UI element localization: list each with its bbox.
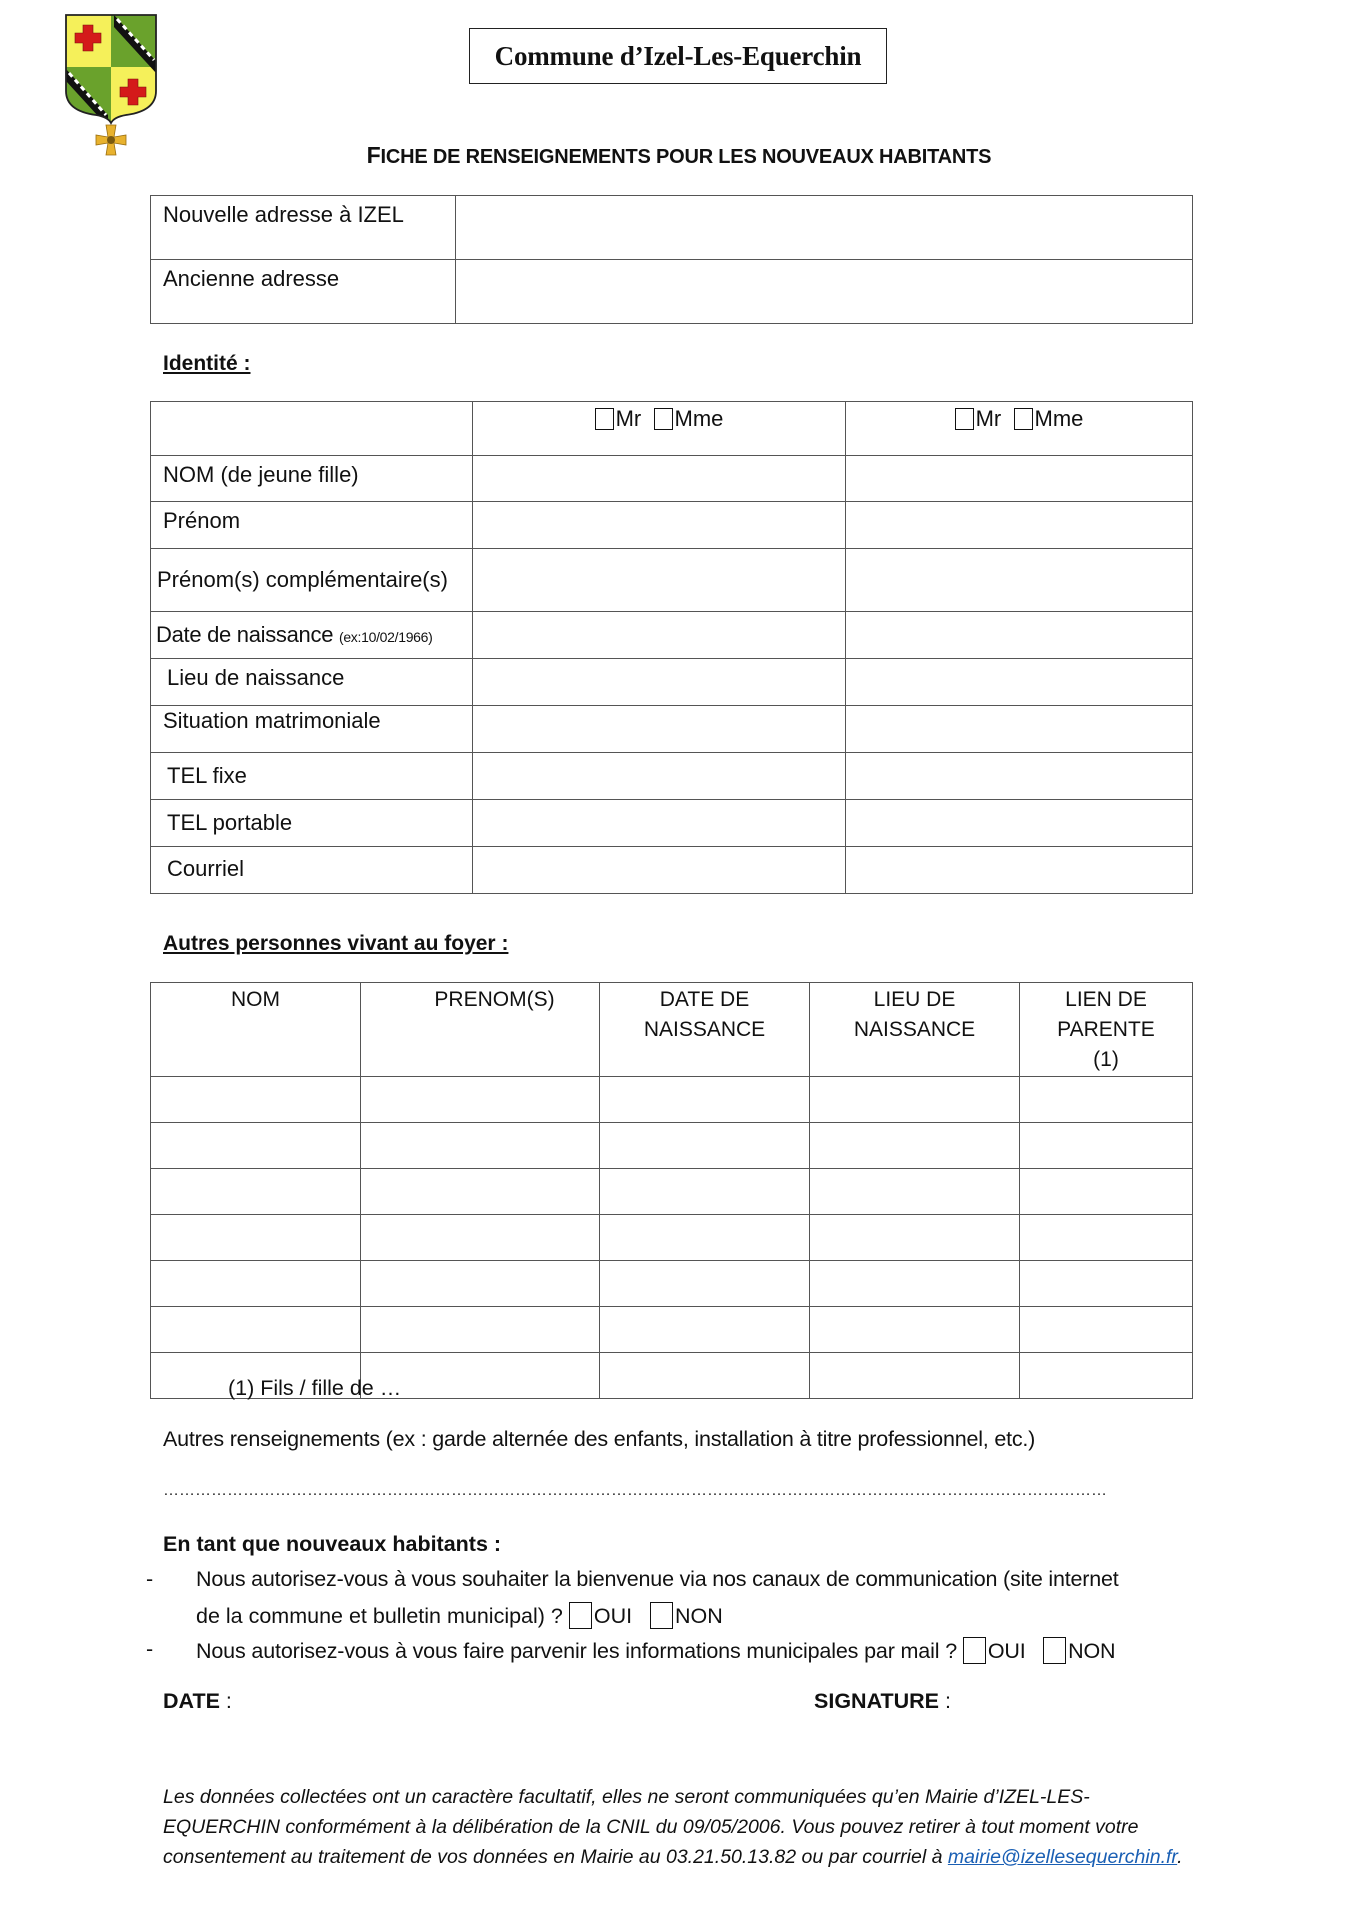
cell[interactable] bbox=[600, 1307, 810, 1353]
lieu-naissance-label: Lieu de naissance bbox=[151, 659, 473, 706]
cell[interactable] bbox=[600, 1261, 810, 1307]
cell[interactable] bbox=[600, 1077, 810, 1123]
table-row bbox=[151, 456, 1193, 502]
date-format-hint: (ex:10/02/1966) bbox=[338, 629, 433, 645]
empty-header-cell bbox=[151, 402, 473, 456]
tel-fixe-field-person2[interactable] bbox=[846, 753, 1193, 800]
cell[interactable] bbox=[361, 1123, 600, 1169]
cell[interactable] bbox=[1020, 1215, 1193, 1261]
cell[interactable] bbox=[1020, 1261, 1193, 1307]
cell[interactable] bbox=[151, 1215, 361, 1261]
cell[interactable] bbox=[810, 1353, 1020, 1399]
courriel-field-person2[interactable] bbox=[846, 847, 1193, 894]
consent-heading: En tant que nouveaux habitants : bbox=[163, 1532, 502, 1556]
new-address-label: Nouvelle adresse à IZEL bbox=[151, 196, 456, 260]
tel-fixe-field-person1[interactable] bbox=[473, 753, 846, 800]
cell[interactable] bbox=[151, 1169, 361, 1215]
cell[interactable] bbox=[600, 1123, 810, 1169]
table-row bbox=[151, 1077, 1193, 1123]
cell[interactable] bbox=[1020, 1123, 1193, 1169]
bullet: - bbox=[146, 1637, 154, 1661]
table-row bbox=[151, 196, 1193, 260]
courriel-field-person1[interactable] bbox=[473, 847, 846, 894]
prenoms-complementaires-label: Prénom(s) complémentaire(s) bbox=[151, 549, 473, 612]
tel-fixe-label: TEL fixe bbox=[151, 753, 473, 800]
table-row bbox=[151, 1307, 1193, 1353]
cell[interactable] bbox=[810, 1077, 1020, 1123]
table-row bbox=[151, 402, 1193, 456]
cell[interactable] bbox=[1020, 1307, 1193, 1353]
commune-name: Commune d’Izel-Les-Equerchin bbox=[494, 40, 862, 71]
cell[interactable] bbox=[1020, 1169, 1193, 1215]
address-table bbox=[150, 195, 1193, 324]
cell[interactable] bbox=[361, 1307, 600, 1353]
situation-label: Situation matrimoniale bbox=[151, 706, 473, 753]
table-row bbox=[151, 847, 1193, 894]
courriel-label: Courriel bbox=[151, 847, 473, 894]
privacy-notice: Les données collectées ont un caractère facultatif, elles ne seront communiquées qu’en Mairie d’IZEL-LES-EQUERCHIN conformément à la délibération de la CNIL du 09/05/2006. Vous pouvez retirer à tout moment votre consentement au traitement de vos données en Mairie au 03.21.50.13.82 ou par courriel à mairie@izellesequerchin.fr. bbox=[163, 1786, 1183, 1868]
cell[interactable] bbox=[810, 1169, 1020, 1215]
cell[interactable] bbox=[151, 1307, 361, 1353]
email-link[interactable]: mairie@izellesequerchin.fr bbox=[947, 1846, 1178, 1868]
cell[interactable] bbox=[1020, 1077, 1193, 1123]
commune-name-box bbox=[469, 28, 887, 84]
consent-question-1-line2: de la commune et bulletin municipal) ? OUI NON bbox=[196, 1604, 723, 1628]
cell[interactable] bbox=[361, 1077, 600, 1123]
lieu-field-person1[interactable] bbox=[473, 659, 846, 706]
prenom-field-person1[interactable] bbox=[473, 502, 846, 549]
cell[interactable] bbox=[600, 1353, 810, 1399]
table-row bbox=[151, 1261, 1193, 1307]
prenoms-field-person2[interactable] bbox=[846, 549, 1193, 612]
new-address-field[interactable] bbox=[456, 196, 1193, 260]
table-row bbox=[151, 1215, 1193, 1261]
other-info-field[interactable]: …………………………………………………………………………………………………………………………………………………………… bbox=[163, 1482, 1107, 1499]
consent-question-2: Nous autorisez-vous à vous faire parvenir les informations municipales par mail ? OUI NON bbox=[196, 1639, 1116, 1663]
table-row bbox=[151, 549, 1193, 612]
cell[interactable] bbox=[361, 1261, 600, 1307]
old-address-field[interactable] bbox=[456, 260, 1193, 324]
cell[interactable] bbox=[151, 1123, 361, 1169]
date-field-person1[interactable] bbox=[473, 612, 846, 659]
column-header-date-naissance: DATE DE NAISSANCE bbox=[600, 983, 810, 1077]
situation-field-person1[interactable] bbox=[473, 706, 846, 753]
footnote: (1) Fils / fille de … bbox=[228, 1376, 402, 1400]
table-row bbox=[151, 753, 1193, 800]
table-row bbox=[151, 502, 1193, 549]
mr-checkbox[interactable] bbox=[955, 408, 974, 430]
date-field-person2[interactable] bbox=[846, 612, 1193, 659]
nom-label: NOM (de jeune fille) bbox=[151, 456, 473, 502]
household-table bbox=[150, 982, 1193, 1399]
signature-label: SIGNATURE : bbox=[814, 1689, 951, 1713]
column-header-lien-parente: LIEN DE PARENTE (1) bbox=[1020, 983, 1193, 1077]
column-header-lieu-naissance: LIEU DE NAISSANCE bbox=[810, 983, 1020, 1077]
bullet: - bbox=[146, 1567, 154, 1591]
welcome-yes-checkbox[interactable] bbox=[569, 1602, 592, 1629]
person2-title-cell: Mr Mme bbox=[846, 402, 1193, 456]
table-row bbox=[151, 1169, 1193, 1215]
consent-question-1-line1: Nous autorisez-vous à vous souhaiter la bienvenue via nos canaux de communication (site internet bbox=[196, 1567, 1119, 1591]
tel-portable-label: TEL portable bbox=[151, 800, 473, 847]
cell[interactable] bbox=[361, 1215, 600, 1261]
cell[interactable] bbox=[151, 1077, 361, 1123]
table-header-row bbox=[151, 983, 1193, 1077]
column-header-nom: NOM bbox=[151, 983, 361, 1077]
nom-field-person2[interactable] bbox=[846, 456, 1193, 502]
cell[interactable] bbox=[600, 1169, 810, 1215]
cell[interactable] bbox=[600, 1215, 810, 1261]
person1-title-cell: Mr Mme bbox=[473, 402, 846, 456]
old-address-label: Ancienne adresse bbox=[151, 260, 456, 324]
table-row bbox=[151, 706, 1193, 753]
identity-heading: Identité : bbox=[163, 352, 251, 375]
other-info-label: Autres renseignements (ex : garde alternée des enfants, installation à titre professionnel, etc.) bbox=[163, 1427, 1036, 1451]
cell[interactable] bbox=[810, 1215, 1020, 1261]
situation-field-person2[interactable] bbox=[846, 706, 1193, 753]
household-heading: Autres personnes vivant au foyer : bbox=[163, 932, 509, 955]
cell[interactable] bbox=[361, 1169, 600, 1215]
cell[interactable] bbox=[151, 1261, 361, 1307]
mail-no-checkbox[interactable] bbox=[1043, 1637, 1066, 1664]
mme-checkbox[interactable] bbox=[1014, 408, 1033, 430]
cell[interactable] bbox=[1020, 1353, 1193, 1399]
table-row bbox=[151, 659, 1193, 706]
table-row bbox=[151, 1123, 1193, 1169]
cell[interactable] bbox=[810, 1261, 1020, 1307]
table-row bbox=[151, 800, 1193, 847]
mr-checkbox[interactable] bbox=[595, 408, 614, 430]
table-row bbox=[151, 260, 1193, 324]
prenom-field-person2[interactable] bbox=[846, 502, 1193, 549]
cell[interactable] bbox=[810, 1123, 1020, 1169]
tel-portable-field-person2[interactable] bbox=[846, 800, 1193, 847]
mail-yes-checkbox[interactable] bbox=[963, 1637, 986, 1664]
column-header-prenoms: PRENOM(S) bbox=[361, 983, 600, 1077]
nom-field-person1[interactable] bbox=[473, 456, 846, 502]
date-label: DATE : bbox=[163, 1689, 232, 1713]
table-row bbox=[151, 612, 1193, 659]
lieu-field-person2[interactable] bbox=[846, 659, 1193, 706]
welcome-no-checkbox[interactable] bbox=[650, 1602, 673, 1629]
mme-checkbox[interactable] bbox=[654, 408, 673, 430]
prenoms-field-person1[interactable] bbox=[473, 549, 846, 612]
tel-portable-field-person1[interactable] bbox=[473, 800, 846, 847]
page-title: FICHE DE RENSEIGNEMENTS POUR LES NOUVEAUX HABITANTS bbox=[366, 142, 992, 168]
date-naissance-label: Date de naissance (ex:10/02/1966) bbox=[151, 612, 473, 659]
cell[interactable] bbox=[810, 1307, 1020, 1353]
identity-table bbox=[150, 401, 1193, 894]
prenom-label: Prénom bbox=[151, 502, 473, 549]
